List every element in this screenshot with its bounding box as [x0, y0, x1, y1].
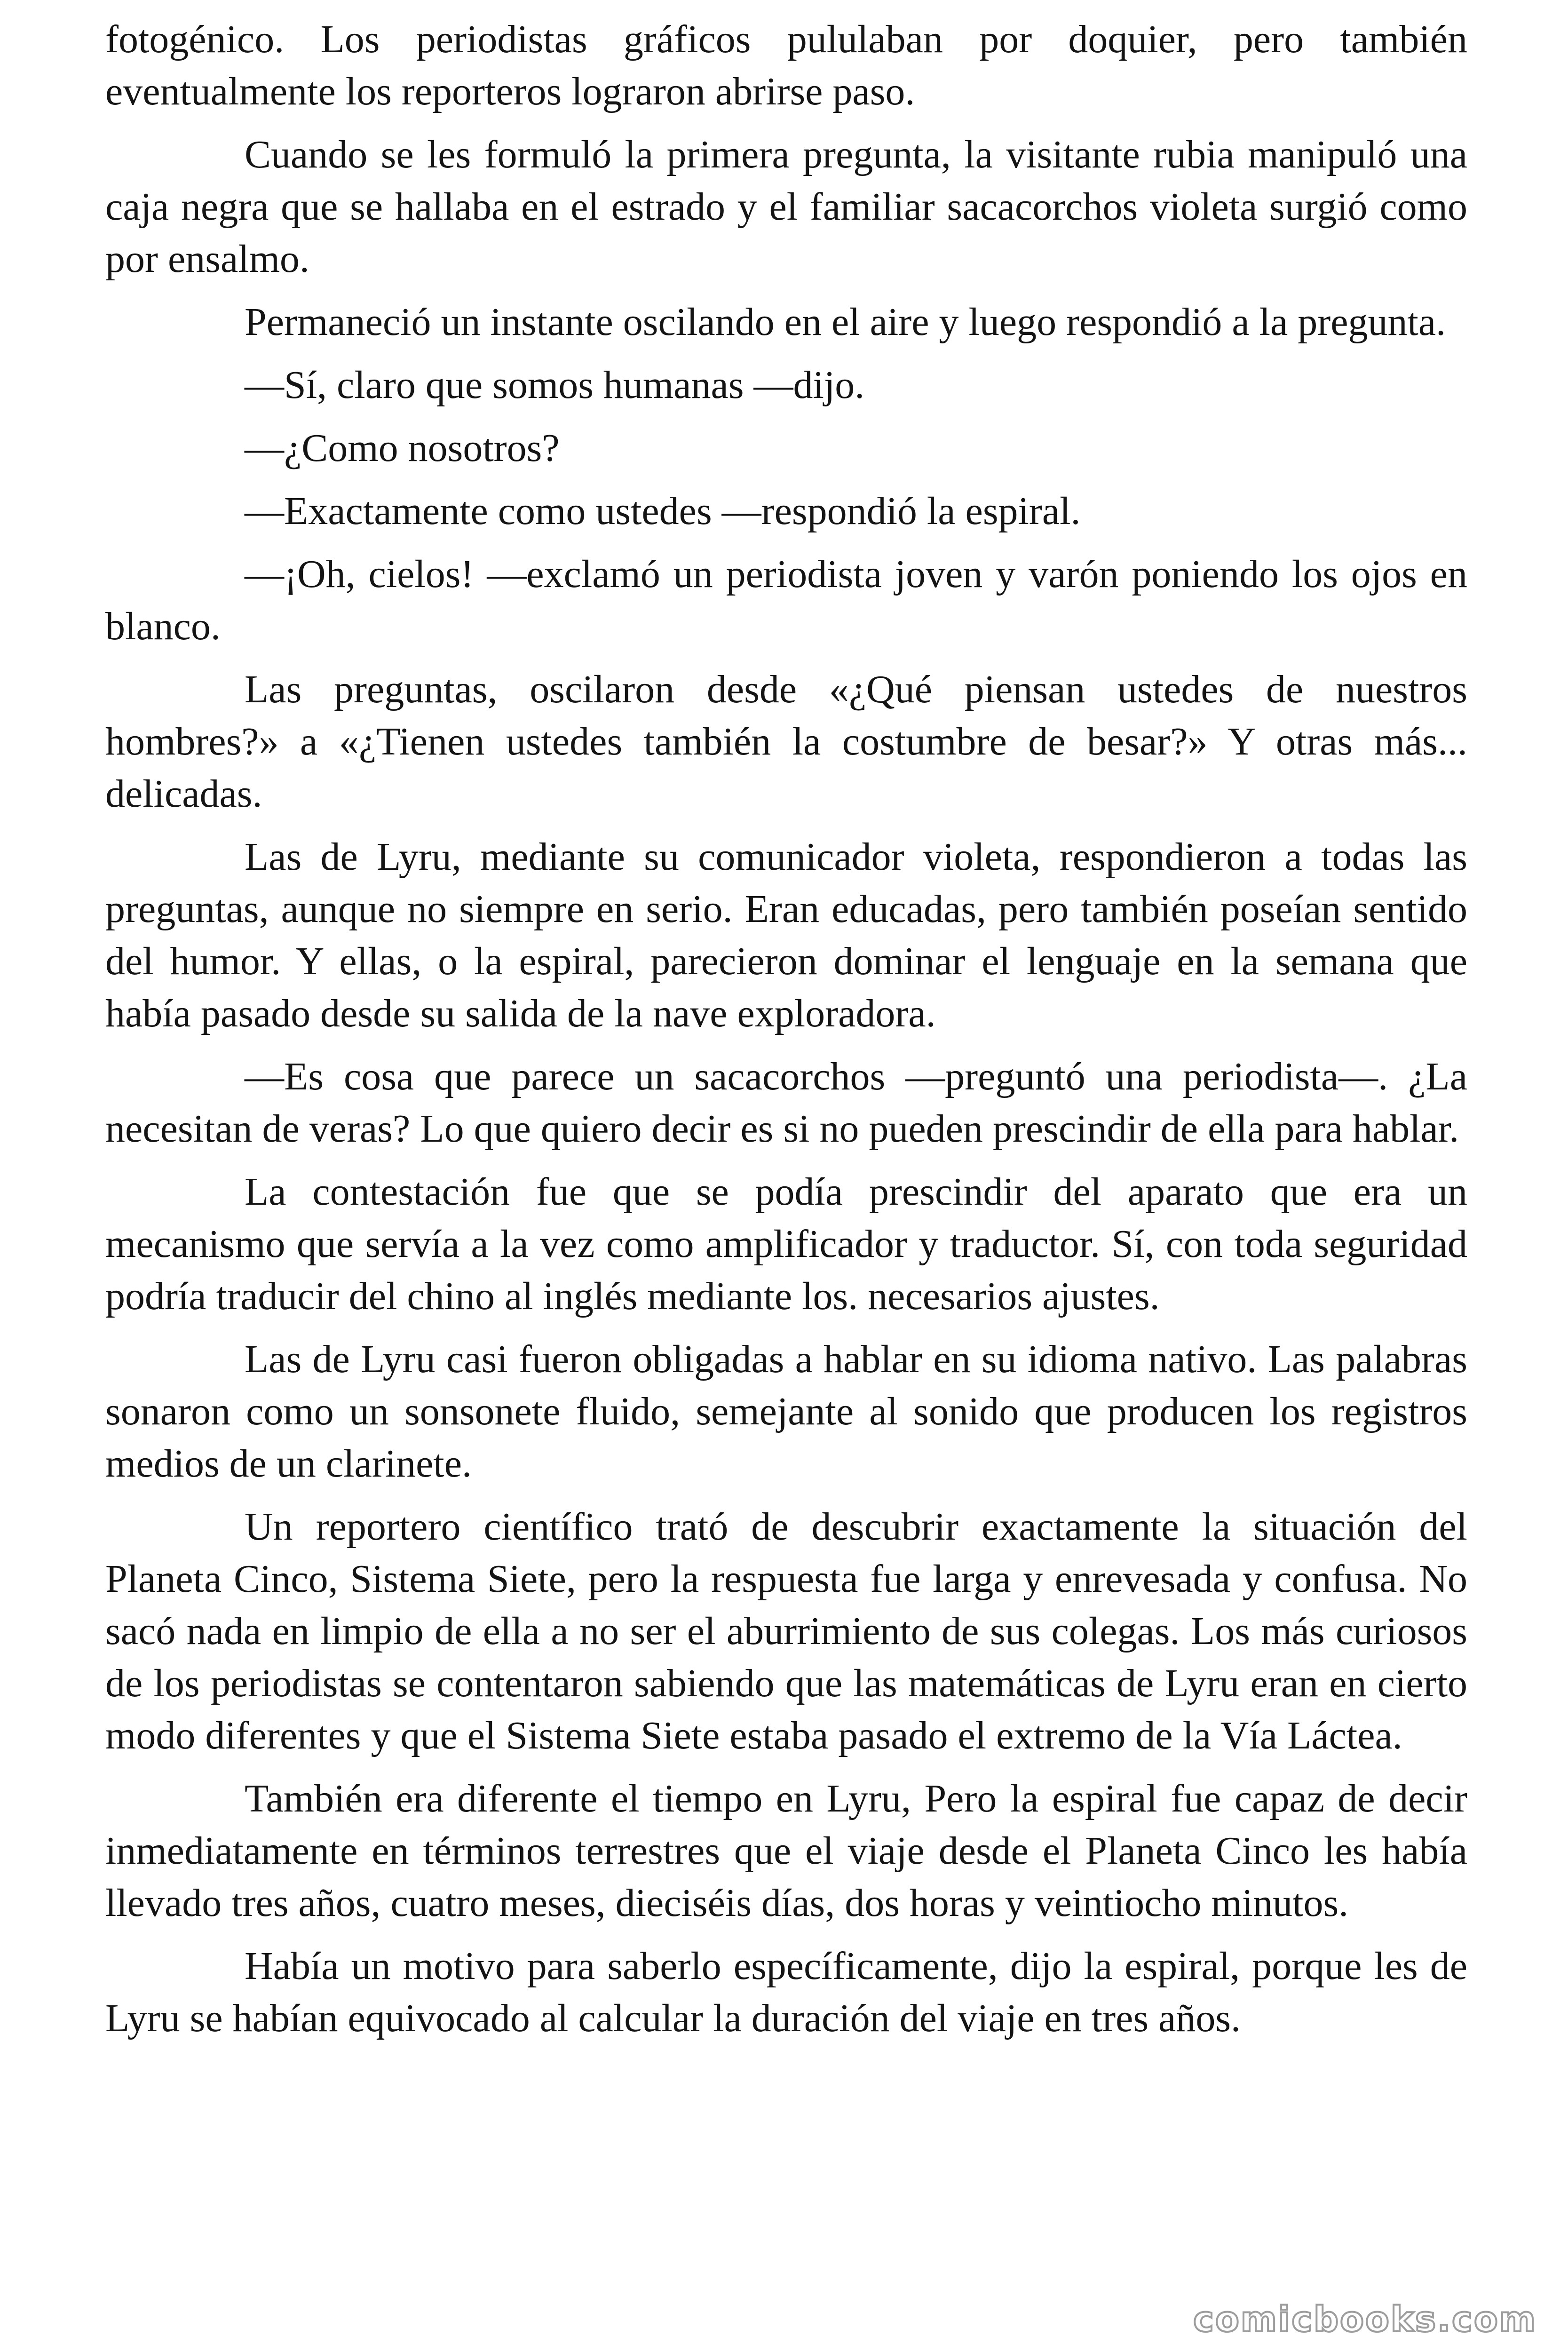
- paragraph: Permaneció un instante oscilando en el aire y luego respondió a la pregunta.: [245, 300, 1446, 344]
- paragraph: Cuando se les formuló la primera pregunta, la visitante rubia manipuló una caja negra que se hallaba en el estrado y el familiar sacacorchos violeta surgió como por ensalmo.: [105, 133, 1467, 281]
- dialogue-line: —¡Oh, cielos! —exclamó un periodista joven y varón poniendo los ojos en blanco.: [105, 552, 1467, 648]
- paragraph: Las de Lyru casi fueron obligadas a hablar en su idioma nativo. Las palabras sonaron como un sonsonete fluido, semejante al sonido que producen los registros medios de un clarinete.: [105, 1337, 1467, 1486]
- dialogue-line: —Es cosa que parece un sacacorchos —preguntó una periodista—. ¿La necesitan de veras? Lo que quiero decir es si no pueden prescindir de ella para hablar.: [105, 1055, 1467, 1151]
- paragraph: También era diferente el tiempo en Lyru, Pero la espiral fue capaz de decir inmediatamente en términos terrestres que el viaje desde el Planeta Cinco les había llevado tres años, cuatro meses, dieciséis días, dos horas y veintiocho minutos.: [105, 1777, 1467, 1925]
- paragraph: Las preguntas, oscilaron desde «¿Qué piensan ustedes de nuestros hombres?» a «¿Tienen ustedes también la costumbre de besar?» Y otras más... delicadas.: [105, 667, 1467, 816]
- paragraph: Las de Lyru, mediante su comunicador violeta, respondieron a todas las preguntas, aunque no siempre en serio. Eran educadas, pero también poseían sentido del humor. Y ellas, o la espiral, parecieron dominar el lenguaje en la semana que había pasado desde su salida de la nave exploradora.: [105, 835, 1467, 1035]
- paragraph: La contestación fue que se podía prescindir del aparato que era un mecanismo que servía a la vez como amplificador y traductor. Sí, con toda seguridad podría traducir del chino al inglés mediante los. necesarios ajustes.: [105, 1170, 1467, 1318]
- dialogue-line: —Sí, claro que somos humanas —dijo.: [245, 363, 865, 407]
- paragraph-continuation: fotogénico. Los periodistas gráficos pululaban por doquier, pero también eventualmente los reporteros lograron abrirse paso.: [105, 17, 1467, 113]
- paragraph: Un reportero científico trató de descubrir exactamente la situación del Planeta Cinco, Sistema Siete, pero la respuesta fue larga y enrevesada y confusa. No sacó nada en limpio de ella a no ser el aburrimiento de sus colegas. Los más curiosos de los periodistas se contentaron sabiendo que las matemáticas de Lyru eran en cierto modo diferentes y que el Sistema Siete estaba pasado el extremo de la Vía Láctea.: [105, 1505, 1467, 1757]
- dialogue-line: —Exactamente como ustedes —respondió la espiral.: [245, 489, 1081, 533]
- watermark-logo: comicbooks.com: [1193, 2299, 1537, 2340]
- paragraph: Había un motivo para saberlo específicamente, dijo la espiral, porque les de Lyru se habían equivocado al calcular la duración del viaje en tres años.: [105, 1944, 1467, 2040]
- body-text: [105, 13, 1467, 2044]
- dialogue-line: —¿Como nosotros?: [245, 426, 560, 470]
